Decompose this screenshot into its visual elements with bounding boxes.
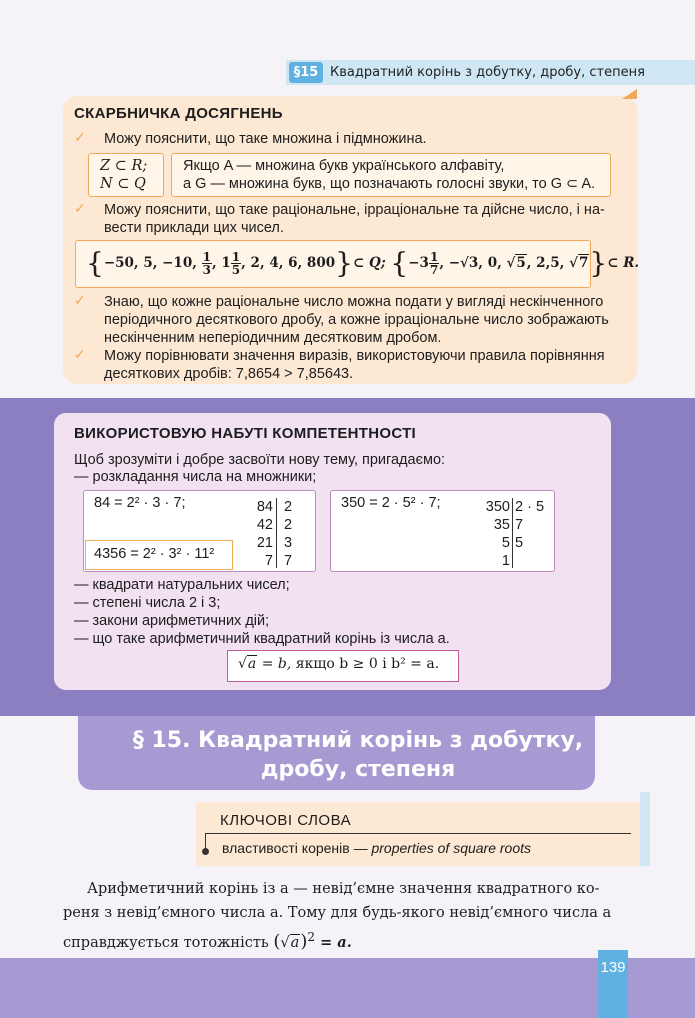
corner-fold (622, 89, 637, 99)
competence-item-4: — що таке арифметичний квадратний корінь із числа a. (74, 631, 450, 647)
fraction-one-fifth: $\frac{1}{5}$ (231, 250, 241, 277)
achievement-item-4-line1: Можу порівнювати значення виразів, використовуючи правила порівняння (104, 348, 605, 364)
division-column-left-350: 350 35 5 1 (485, 499, 510, 569)
bottom-band (0, 958, 695, 1018)
achievement-item-3-line2: періодичного десяткового дробу, а кожне ірраціональне число зображають (104, 312, 609, 328)
number-sets-formula: {−50, 5, −10, $\frac{1}{3}$ , 1 $\frac{1}{5}$ , 2, 4, 6, 800}⊂ Q; {−3 $\frac{1}{7}$ , −√3, 0, √5, 2,5, √7}⊂ R. (86, 246, 640, 280)
brace-left-icon: { (390, 246, 409, 280)
factorization-4356: 4356 = 2² · 3² · 11² (94, 546, 215, 562)
fraction-one-seventh: $\frac{1}{7}$ (429, 250, 439, 277)
keywords-divider (206, 833, 631, 834)
division-column-left: 84 42 21 7 (256, 499, 273, 569)
division-column-right: 2 2 3 7 (284, 499, 293, 569)
keyword-term: властивості коренів — properties of square roots (222, 840, 532, 856)
keywords-title: КЛЮЧОВІ СЛОВА (220, 812, 352, 829)
keywords-edge (640, 792, 650, 866)
brace-right-icon: } (335, 246, 353, 280)
division-line (276, 498, 277, 568)
check-icon: ✓ (74, 347, 86, 363)
achievements-title: СКАРБНИЧКА ДОСЯГНЕНЬ (74, 105, 283, 122)
fraction-one-third: $\frac{1}{3}$ (202, 250, 211, 277)
achievement-item-4-line2: десяткових дробів: 7,8654 > 7,85643. (104, 366, 354, 382)
competence-intro: Щоб зрозуміти і добре засвоїти нову тему, пригадаємо: (74, 452, 446, 468)
set-inclusion-n-q: N ⊂ Q (100, 176, 146, 192)
achievement-item-3-line1: Знаю, що кожне раціональне число можна подати у вигляді нескінченного (104, 294, 604, 310)
competence-item-1: — квадрати натуральних чисел; (74, 577, 290, 593)
achievement-item-3-line3: нескінченним неперіодичним десятковим дробом. (104, 330, 442, 346)
division-line-350 (512, 498, 513, 568)
competence-item-factor: — розкладання числа на множники; (74, 469, 317, 485)
page-number: 139 (598, 950, 628, 1018)
check-icon: ✓ (74, 201, 86, 217)
achievement-item-2-line2: вести приклади цих чисел. (104, 220, 284, 236)
bullet-icon (202, 848, 209, 855)
competence-item-2: — степені числа 2 і 3; (74, 595, 221, 611)
alphabet-example-line1: Якщо A — множина букв українського алфавіту, (183, 158, 505, 174)
division-column-right-350: 2 · 5 7 5 (515, 499, 545, 551)
section-title: § 15. Квадратний корінь з добутку, дробу, степеня (132, 728, 584, 782)
root-definition: √a = b, якщо b ≥ 0 і b² = a. (238, 656, 440, 672)
set-inclusion-z-r: Z ⊂ R; (100, 158, 148, 174)
achievement-item-1: Можу пояснити, що таке множина і підмножина. (104, 131, 427, 147)
brace-right-icon: } (589, 246, 608, 280)
header-title: Квадратний корінь з добутку, дробу, степеня (330, 65, 645, 80)
intro-paragraph: Арифметичний корінь із a — невід’ємне значення квадратного ко- реня з невід’ємного числа a. Тому для будь-якого невід’ємного числа a справджується тотожність $(√a)^2 = a$. (63, 881, 612, 952)
competence-item-3: — закони арифметичних дій; (74, 613, 270, 629)
competence-title: ВИКОРИСТОВУЮ НАБУТІ КОМПЕТЕНТНОСТІ (74, 425, 417, 442)
check-icon: ✓ (74, 130, 86, 146)
alphabet-example-line2: а G — множина букв, що позначають голосні звуки, то G ⊂ A. (183, 176, 596, 192)
brace-left-icon: { (86, 246, 104, 280)
achievement-item-2-line1: Можу пояснити, що таке раціональне, ірраціональне та дійсне число, і на- (104, 202, 605, 218)
factorization-84: 84 = 2² · 3 · 7; (94, 495, 186, 511)
section-badge: §15 (289, 62, 323, 83)
factorization-350: 350 = 2 · 5² · 7; (341, 495, 441, 511)
check-icon: ✓ (74, 293, 86, 309)
